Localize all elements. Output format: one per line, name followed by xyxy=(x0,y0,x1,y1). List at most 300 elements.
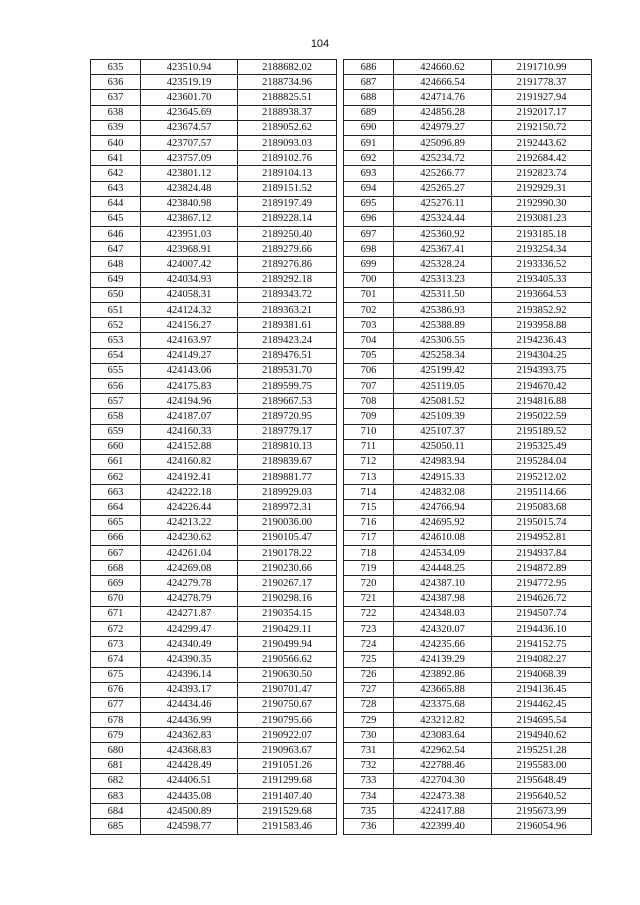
x-coordinate-cell: 424320.07 xyxy=(394,621,492,636)
point-number-cell: 668 xyxy=(91,561,141,576)
y-coordinate-cell: 2194940.62 xyxy=(492,728,592,743)
table-row xyxy=(344,303,592,318)
point-number-cell: 717 xyxy=(344,530,394,545)
table-row xyxy=(91,151,337,166)
x-coordinate-cell: 424175.83 xyxy=(141,378,238,393)
x-coordinate-cell: 424393.17 xyxy=(141,682,238,697)
y-coordinate-cell: 2189476.51 xyxy=(238,348,337,363)
table-row xyxy=(91,378,337,393)
x-coordinate-cell: 424226.44 xyxy=(141,500,238,515)
page-number: 104 xyxy=(310,38,330,50)
y-coordinate-cell: 2190499.94 xyxy=(238,637,337,652)
y-coordinate-cell: 2189052.62 xyxy=(238,120,337,135)
x-coordinate-cell: 423510.94 xyxy=(141,60,238,75)
point-number-cell: 736 xyxy=(344,819,394,834)
y-coordinate-cell: 2189810.13 xyxy=(238,439,337,454)
y-coordinate-cell: 2192017.17 xyxy=(492,105,592,120)
x-coordinate-cell: 424979.27 xyxy=(394,120,492,135)
y-coordinate-cell: 2190267.17 xyxy=(238,576,337,591)
y-coordinate-cell: 2195212.02 xyxy=(492,470,592,485)
point-number-cell: 672 xyxy=(91,621,141,636)
y-coordinate-cell: 2190750.67 xyxy=(238,697,337,712)
y-coordinate-cell: 2195640.52 xyxy=(492,789,592,804)
point-number-cell: 726 xyxy=(344,667,394,682)
x-coordinate-cell: 424124.32 xyxy=(141,303,238,318)
table-row xyxy=(91,606,337,621)
table-row xyxy=(91,424,337,439)
x-coordinate-cell: 425119.05 xyxy=(394,378,492,393)
table-row xyxy=(91,697,337,712)
point-number-cell: 655 xyxy=(91,363,141,378)
table-row xyxy=(344,424,592,439)
point-number-cell: 711 xyxy=(344,439,394,454)
table-row xyxy=(91,75,337,90)
y-coordinate-cell: 2191529.68 xyxy=(238,804,337,819)
point-number-cell: 731 xyxy=(344,743,394,758)
point-number-cell: 709 xyxy=(344,409,394,424)
y-coordinate-cell: 2189228.14 xyxy=(238,211,337,226)
point-number-cell: 689 xyxy=(344,105,394,120)
y-coordinate-cell: 2192443.62 xyxy=(492,135,592,150)
x-coordinate-cell: 425050.11 xyxy=(394,439,492,454)
point-number-cell: 671 xyxy=(91,606,141,621)
point-number-cell: 637 xyxy=(91,90,141,105)
y-coordinate-cell: 2190701.47 xyxy=(238,682,337,697)
table-row xyxy=(91,394,337,409)
x-coordinate-cell: 424299.47 xyxy=(141,621,238,636)
table-row xyxy=(344,546,592,561)
coordinates-table-left xyxy=(90,59,337,835)
point-number-cell: 713 xyxy=(344,470,394,485)
x-coordinate-cell: 424230.62 xyxy=(141,530,238,545)
point-number-cell: 701 xyxy=(344,287,394,302)
table-row xyxy=(91,758,337,773)
x-coordinate-cell: 422417.88 xyxy=(394,804,492,819)
point-number-cell: 728 xyxy=(344,697,394,712)
x-coordinate-cell: 424058.31 xyxy=(141,287,238,302)
point-number-cell: 639 xyxy=(91,120,141,135)
point-number-cell: 645 xyxy=(91,211,141,226)
table-row xyxy=(91,242,337,257)
x-coordinate-cell: 423083.64 xyxy=(394,728,492,743)
y-coordinate-cell: 2188682.02 xyxy=(238,60,337,75)
table-row xyxy=(344,135,592,150)
point-number-cell: 677 xyxy=(91,697,141,712)
table-row xyxy=(91,333,337,348)
y-coordinate-cell: 2189292.18 xyxy=(238,272,337,287)
point-number-cell: 696 xyxy=(344,211,394,226)
x-coordinate-cell: 422962.54 xyxy=(394,743,492,758)
point-number-cell: 685 xyxy=(91,819,141,834)
table-row xyxy=(344,318,592,333)
y-coordinate-cell: 2190178.22 xyxy=(238,546,337,561)
table-row xyxy=(91,728,337,743)
table-row xyxy=(344,621,592,636)
x-coordinate-cell: 424348.03 xyxy=(394,606,492,621)
point-number-cell: 650 xyxy=(91,287,141,302)
point-number-cell: 688 xyxy=(344,90,394,105)
x-coordinate-cell: 424340.49 xyxy=(141,637,238,652)
y-coordinate-cell: 2193958.88 xyxy=(492,318,592,333)
table-row xyxy=(344,120,592,135)
table-row xyxy=(91,591,337,606)
table-row xyxy=(344,211,592,226)
point-number-cell: 692 xyxy=(344,151,394,166)
y-coordinate-cell: 2191299.68 xyxy=(238,773,337,788)
y-coordinate-cell: 2191583.46 xyxy=(238,819,337,834)
point-number-cell: 679 xyxy=(91,728,141,743)
y-coordinate-cell: 2194670.42 xyxy=(492,378,592,393)
point-number-cell: 656 xyxy=(91,378,141,393)
x-coordinate-cell: 425311.50 xyxy=(394,287,492,302)
point-number-cell: 720 xyxy=(344,576,394,591)
point-number-cell: 663 xyxy=(91,485,141,500)
x-coordinate-cell: 424428.49 xyxy=(141,758,238,773)
point-number-cell: 651 xyxy=(91,303,141,318)
point-number-cell: 667 xyxy=(91,546,141,561)
point-number-cell: 700 xyxy=(344,272,394,287)
table-row xyxy=(344,485,592,500)
table-row xyxy=(344,743,592,758)
y-coordinate-cell: 2193405.33 xyxy=(492,272,592,287)
point-number-cell: 694 xyxy=(344,181,394,196)
table-row xyxy=(91,60,337,75)
x-coordinate-cell: 424139.29 xyxy=(394,652,492,667)
y-coordinate-cell: 2189381.61 xyxy=(238,318,337,333)
table-row xyxy=(91,804,337,819)
x-coordinate-cell: 425306.55 xyxy=(394,333,492,348)
table-row xyxy=(344,272,592,287)
x-coordinate-cell: 424235.66 xyxy=(394,637,492,652)
x-coordinate-cell: 424666.54 xyxy=(394,75,492,90)
x-coordinate-cell: 425276.11 xyxy=(394,196,492,211)
y-coordinate-cell: 2196054.96 xyxy=(492,819,592,834)
y-coordinate-cell: 2194136.45 xyxy=(492,682,592,697)
y-coordinate-cell: 2194236.43 xyxy=(492,333,592,348)
point-number-cell: 635 xyxy=(91,60,141,75)
table-row xyxy=(344,227,592,242)
y-coordinate-cell: 2195284.04 xyxy=(492,454,592,469)
point-number-cell: 664 xyxy=(91,500,141,515)
y-coordinate-cell: 2195583.00 xyxy=(492,758,592,773)
y-coordinate-cell: 2189423.24 xyxy=(238,333,337,348)
table-row xyxy=(344,105,592,120)
point-number-cell: 733 xyxy=(344,773,394,788)
point-number-cell: 648 xyxy=(91,257,141,272)
x-coordinate-cell: 424278.79 xyxy=(141,591,238,606)
table-row xyxy=(344,789,592,804)
table-row xyxy=(91,789,337,804)
table-row xyxy=(91,773,337,788)
y-coordinate-cell: 2189363.21 xyxy=(238,303,337,318)
point-number-cell: 649 xyxy=(91,272,141,287)
x-coordinate-cell: 424856.28 xyxy=(394,105,492,120)
table-row xyxy=(344,439,592,454)
point-number-cell: 660 xyxy=(91,439,141,454)
point-number-cell: 702 xyxy=(344,303,394,318)
table-row xyxy=(344,60,592,75)
table-row xyxy=(344,728,592,743)
point-number-cell: 714 xyxy=(344,485,394,500)
y-coordinate-cell: 2189929.03 xyxy=(238,485,337,500)
x-coordinate-cell: 424269.08 xyxy=(141,561,238,576)
y-coordinate-cell: 2194937.84 xyxy=(492,546,592,561)
point-number-cell: 735 xyxy=(344,804,394,819)
table-row xyxy=(91,105,337,120)
x-coordinate-cell: 424832.08 xyxy=(394,485,492,500)
point-number-cell: 727 xyxy=(344,682,394,697)
x-coordinate-cell: 424610.08 xyxy=(394,530,492,545)
x-coordinate-cell: 424390.35 xyxy=(141,652,238,667)
x-coordinate-cell: 425107.37 xyxy=(394,424,492,439)
point-number-cell: 646 xyxy=(91,227,141,242)
y-coordinate-cell: 2190963.67 xyxy=(238,743,337,758)
x-coordinate-cell: 425386.93 xyxy=(394,303,492,318)
table-row xyxy=(344,287,592,302)
y-coordinate-cell: 2195648.49 xyxy=(492,773,592,788)
x-coordinate-cell: 424436.99 xyxy=(141,713,238,728)
point-number-cell: 652 xyxy=(91,318,141,333)
table-row xyxy=(344,394,592,409)
point-number-cell: 647 xyxy=(91,242,141,257)
point-number-cell: 732 xyxy=(344,758,394,773)
point-number-cell: 657 xyxy=(91,394,141,409)
point-number-cell: 691 xyxy=(344,135,394,150)
x-coordinate-cell: 424194.96 xyxy=(141,394,238,409)
point-number-cell: 698 xyxy=(344,242,394,257)
y-coordinate-cell: 2189720.95 xyxy=(238,409,337,424)
point-number-cell: 704 xyxy=(344,333,394,348)
x-coordinate-cell: 424156.27 xyxy=(141,318,238,333)
x-coordinate-cell: 424271.87 xyxy=(141,606,238,621)
table-row xyxy=(344,470,592,485)
table-row xyxy=(344,667,592,682)
x-coordinate-cell: 424143.06 xyxy=(141,363,238,378)
y-coordinate-cell: 2195189.52 xyxy=(492,424,592,439)
y-coordinate-cell: 2191051.26 xyxy=(238,758,337,773)
x-coordinate-cell: 423840.98 xyxy=(141,196,238,211)
table-row xyxy=(91,181,337,196)
x-coordinate-cell: 424660.62 xyxy=(394,60,492,75)
y-coordinate-cell: 2195114.66 xyxy=(492,485,592,500)
x-coordinate-cell: 425096.89 xyxy=(394,135,492,150)
y-coordinate-cell: 2189093.03 xyxy=(238,135,337,150)
x-coordinate-cell: 424261.04 xyxy=(141,546,238,561)
y-coordinate-cell: 2194068.39 xyxy=(492,667,592,682)
y-coordinate-cell: 2193336.52 xyxy=(492,257,592,272)
table-row xyxy=(91,515,337,530)
y-coordinate-cell: 2193664.53 xyxy=(492,287,592,302)
y-coordinate-cell: 2190230.66 xyxy=(238,561,337,576)
x-coordinate-cell: 423707.57 xyxy=(141,135,238,150)
point-number-cell: 681 xyxy=(91,758,141,773)
x-coordinate-cell: 424714.76 xyxy=(394,90,492,105)
x-coordinate-cell: 424695.92 xyxy=(394,515,492,530)
y-coordinate-cell: 2191710.99 xyxy=(492,60,592,75)
table-row xyxy=(344,576,592,591)
y-coordinate-cell: 2190354.15 xyxy=(238,606,337,621)
x-coordinate-cell: 422473.38 xyxy=(394,789,492,804)
table-row xyxy=(91,470,337,485)
y-coordinate-cell: 2189343.72 xyxy=(238,287,337,302)
y-coordinate-cell: 2194462.45 xyxy=(492,697,592,712)
y-coordinate-cell: 2195015.74 xyxy=(492,515,592,530)
point-number-cell: 653 xyxy=(91,333,141,348)
table-body xyxy=(91,60,337,835)
table-row xyxy=(91,637,337,652)
y-coordinate-cell: 2195325.49 xyxy=(492,439,592,454)
y-coordinate-cell: 2194304.25 xyxy=(492,348,592,363)
x-coordinate-cell: 425328.24 xyxy=(394,257,492,272)
table-row xyxy=(91,439,337,454)
point-number-cell: 661 xyxy=(91,454,141,469)
x-coordinate-cell: 424160.82 xyxy=(141,454,238,469)
table-row xyxy=(91,257,337,272)
x-coordinate-cell: 424915.33 xyxy=(394,470,492,485)
x-coordinate-cell: 423951.03 xyxy=(141,227,238,242)
x-coordinate-cell: 423674.57 xyxy=(141,120,238,135)
y-coordinate-cell: 2189972.31 xyxy=(238,500,337,515)
point-number-cell: 644 xyxy=(91,196,141,211)
x-coordinate-cell: 424500.89 xyxy=(141,804,238,819)
x-coordinate-cell: 423824.48 xyxy=(141,181,238,196)
point-number-cell: 643 xyxy=(91,181,141,196)
point-number-cell: 708 xyxy=(344,394,394,409)
x-coordinate-cell: 424152.88 xyxy=(141,439,238,454)
x-coordinate-cell: 425234.72 xyxy=(394,151,492,166)
y-coordinate-cell: 2190566.62 xyxy=(238,652,337,667)
point-number-cell: 730 xyxy=(344,728,394,743)
x-coordinate-cell: 423645.69 xyxy=(141,105,238,120)
table-row xyxy=(91,561,337,576)
point-number-cell: 673 xyxy=(91,637,141,652)
x-coordinate-cell: 423375.68 xyxy=(394,697,492,712)
y-coordinate-cell: 2194772.95 xyxy=(492,576,592,591)
point-number-cell: 695 xyxy=(344,196,394,211)
x-coordinate-cell: 425266.77 xyxy=(394,166,492,181)
x-coordinate-cell: 424766.94 xyxy=(394,500,492,515)
x-coordinate-cell: 425258.34 xyxy=(394,348,492,363)
y-coordinate-cell: 2189599.75 xyxy=(238,378,337,393)
x-coordinate-cell: 424149.27 xyxy=(141,348,238,363)
point-number-cell: 642 xyxy=(91,166,141,181)
point-number-cell: 715 xyxy=(344,500,394,515)
x-coordinate-cell: 424435.08 xyxy=(141,789,238,804)
table-row xyxy=(91,363,337,378)
y-coordinate-cell: 2190922.07 xyxy=(238,728,337,743)
table-row xyxy=(91,500,337,515)
table-row xyxy=(91,546,337,561)
y-coordinate-cell: 2189250.40 xyxy=(238,227,337,242)
x-coordinate-cell: 425324.44 xyxy=(394,211,492,226)
point-number-cell: 636 xyxy=(91,75,141,90)
point-number-cell: 693 xyxy=(344,166,394,181)
x-coordinate-cell: 423212.82 xyxy=(394,713,492,728)
point-number-cell: 712 xyxy=(344,454,394,469)
y-coordinate-cell: 2188734.96 xyxy=(238,75,337,90)
y-coordinate-cell: 2190298.16 xyxy=(238,591,337,606)
point-number-cell: 676 xyxy=(91,682,141,697)
table-row xyxy=(91,743,337,758)
x-coordinate-cell: 425360.92 xyxy=(394,227,492,242)
x-coordinate-cell: 423801.12 xyxy=(141,166,238,181)
point-number-cell: 690 xyxy=(344,120,394,135)
table-row xyxy=(344,363,592,378)
point-number-cell: 641 xyxy=(91,151,141,166)
point-number-cell: 675 xyxy=(91,667,141,682)
table-row xyxy=(91,713,337,728)
table-row xyxy=(344,75,592,90)
table-row xyxy=(344,606,592,621)
point-number-cell: 729 xyxy=(344,713,394,728)
y-coordinate-cell: 2193081.23 xyxy=(492,211,592,226)
table-row xyxy=(344,90,592,105)
y-coordinate-cell: 2189151.52 xyxy=(238,181,337,196)
point-number-cell: 718 xyxy=(344,546,394,561)
point-number-cell: 686 xyxy=(344,60,394,75)
y-coordinate-cell: 2192990.30 xyxy=(492,196,592,211)
y-coordinate-cell: 2194816.88 xyxy=(492,394,592,409)
y-coordinate-cell: 2191778.37 xyxy=(492,75,592,90)
table-row xyxy=(91,196,337,211)
x-coordinate-cell: 425313.23 xyxy=(394,272,492,287)
point-number-cell: 682 xyxy=(91,773,141,788)
point-number-cell: 662 xyxy=(91,470,141,485)
x-coordinate-cell: 425388.89 xyxy=(394,318,492,333)
x-coordinate-cell: 424387.10 xyxy=(394,576,492,591)
point-number-cell: 669 xyxy=(91,576,141,591)
y-coordinate-cell: 2194626.72 xyxy=(492,591,592,606)
table-row xyxy=(91,90,337,105)
table-row xyxy=(91,682,337,697)
x-coordinate-cell: 424279.78 xyxy=(141,576,238,591)
table-row xyxy=(344,819,592,834)
y-coordinate-cell: 2192684.42 xyxy=(492,151,592,166)
y-coordinate-cell: 2190630.50 xyxy=(238,667,337,682)
point-number-cell: 725 xyxy=(344,652,394,667)
y-coordinate-cell: 2193852.92 xyxy=(492,303,592,318)
table-row xyxy=(344,804,592,819)
y-coordinate-cell: 2194695.54 xyxy=(492,713,592,728)
y-coordinate-cell: 2195673.99 xyxy=(492,804,592,819)
table-row xyxy=(344,378,592,393)
y-coordinate-cell: 2189779.17 xyxy=(238,424,337,439)
table-row xyxy=(91,454,337,469)
table-row xyxy=(344,409,592,424)
y-coordinate-cell: 2188825.51 xyxy=(238,90,337,105)
table-row xyxy=(91,667,337,682)
y-coordinate-cell: 2190036.00 xyxy=(238,515,337,530)
x-coordinate-cell: 423601.70 xyxy=(141,90,238,105)
x-coordinate-cell: 424362.83 xyxy=(141,728,238,743)
coordinates-table-right xyxy=(343,59,592,835)
y-coordinate-cell: 2189881.77 xyxy=(238,470,337,485)
table-row xyxy=(344,196,592,211)
x-coordinate-cell: 423519.19 xyxy=(141,75,238,90)
point-number-cell: 705 xyxy=(344,348,394,363)
x-coordinate-cell: 424187.07 xyxy=(141,409,238,424)
x-coordinate-cell: 425367.41 xyxy=(394,242,492,257)
point-number-cell: 640 xyxy=(91,135,141,150)
table-row xyxy=(344,561,592,576)
point-number-cell: 654 xyxy=(91,348,141,363)
table-row xyxy=(91,318,337,333)
y-coordinate-cell: 2195251.28 xyxy=(492,743,592,758)
x-coordinate-cell: 424034.93 xyxy=(141,272,238,287)
y-coordinate-cell: 2189104.13 xyxy=(238,166,337,181)
table-row xyxy=(344,515,592,530)
y-coordinate-cell: 2190105.47 xyxy=(238,530,337,545)
